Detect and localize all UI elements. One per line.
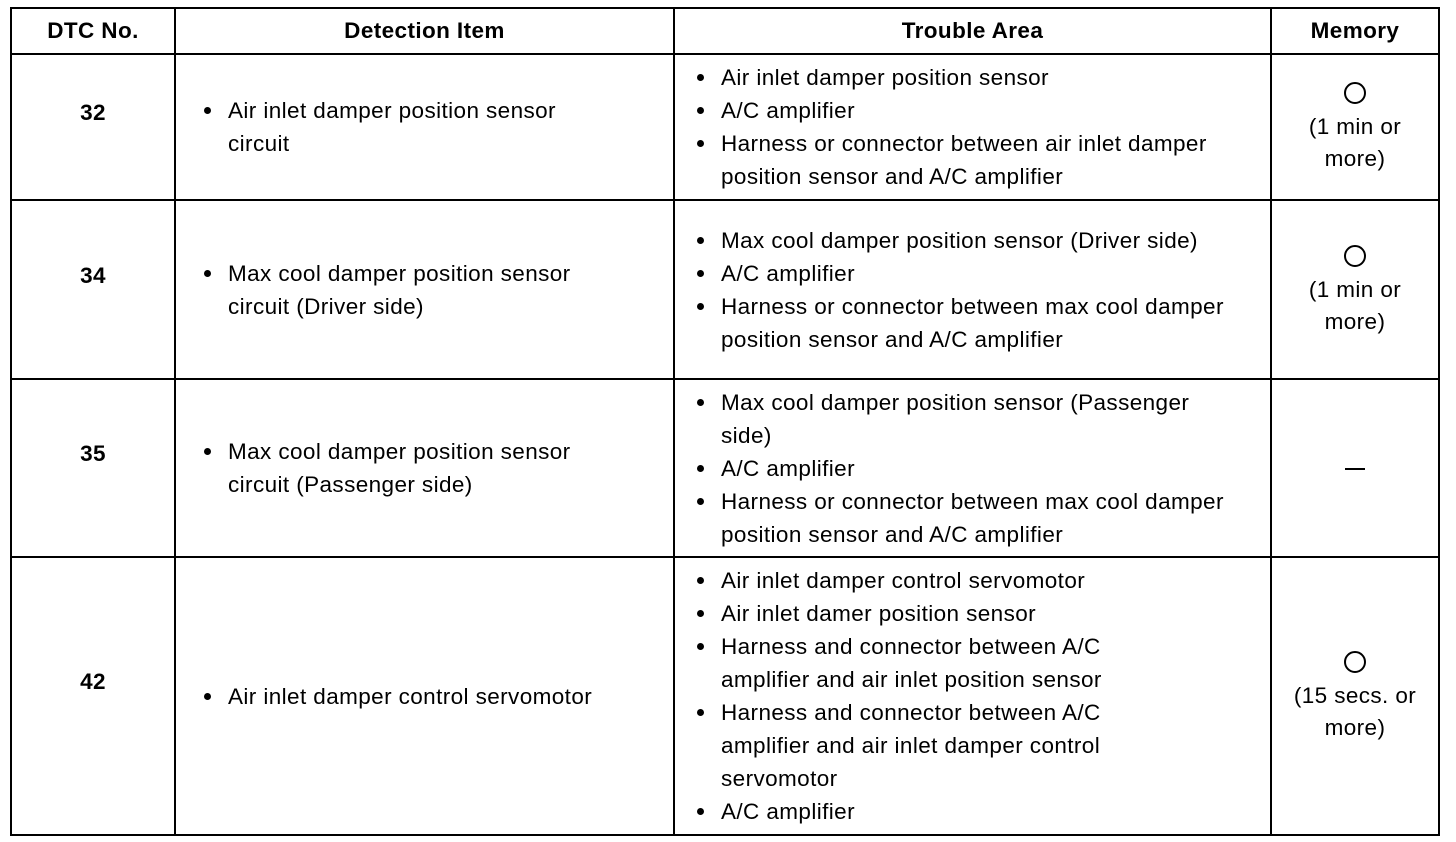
table-row: [11, 379, 1439, 557]
trouble-area-item: Air inlet damper control servomotor: [691, 564, 1191, 597]
trouble-area-item: Air inlet damer position sensor: [691, 597, 1191, 630]
memory-cell: [1271, 54, 1439, 200]
memory-cell: [1271, 557, 1439, 835]
table-row: [11, 54, 1439, 200]
trouble-area-item: Harness or connector between max cool damper position sensor and A/C amplifier: [691, 485, 1241, 551]
detection-item: Max cool damper position sensor circuit (Passenger side): [198, 435, 638, 501]
memory-cell: [1271, 200, 1439, 379]
detection-item-cell: [175, 54, 674, 200]
dtc-code-cell: [11, 54, 175, 200]
header-memory: Memory: [1271, 8, 1439, 54]
trouble-area-item: Harness and connector between A/C amplifier and air inlet position sensor: [691, 630, 1191, 696]
trouble-area-cell: [674, 557, 1271, 835]
memory-duration: (1 min or more): [1308, 276, 1402, 334]
detection-item-cell: [175, 379, 674, 557]
detection-item: Max cool damper position sensor circuit (Driver side): [198, 257, 638, 323]
header-row: [11, 8, 1439, 54]
trouble-area-cell: [674, 54, 1271, 200]
memory-duration: (1 min or more): [1308, 114, 1402, 171]
dtc-table: [10, 7, 1440, 836]
trouble-area-cell: [674, 200, 1271, 379]
dtc-code: 34: [80, 262, 106, 288]
header-dtc-no: DTC No.: [11, 8, 175, 54]
table-row: [11, 200, 1439, 379]
detection-item-cell: [175, 557, 674, 835]
detection-item: Air inlet damper control servomotor: [198, 680, 668, 713]
detection-item-cell: [175, 200, 674, 379]
trouble-area-item: A/C amplifier: [691, 795, 1191, 828]
header-trouble-area: Trouble Area: [674, 8, 1271, 54]
dtc-code: 35: [80, 441, 106, 466]
trouble-area-item: Max cool damper position sensor (Passenger side): [691, 386, 1241, 452]
dtc-code-cell: [11, 379, 175, 557]
trouble-area-item: Harness or connector between air inlet damper position sensor and A/C amplifier: [691, 127, 1241, 193]
circle-mark-icon: [1344, 245, 1366, 267]
dtc-code-cell: [11, 557, 175, 835]
trouble-area-item: Max cool damper position sensor (Driver side): [691, 224, 1241, 257]
header-detection-item: Detection Item: [175, 8, 674, 54]
dash-mark-icon: [1345, 468, 1365, 470]
memory-duration: (15 secs. or more): [1293, 683, 1417, 740]
circle-mark-icon: [1344, 651, 1366, 673]
table-row: [11, 557, 1439, 835]
trouble-area-item: Harness and connector between A/C amplifier and air inlet damper control servomotor: [691, 696, 1191, 795]
circle-mark-icon: [1344, 82, 1366, 104]
trouble-area-item: Air inlet damper position sensor: [691, 61, 1241, 94]
dtc-code: 32: [80, 100, 106, 125]
trouble-area-item: A/C amplifier: [691, 452, 1241, 485]
trouble-area-item: A/C amplifier: [691, 257, 1241, 290]
dtc-code: 42: [80, 669, 106, 694]
trouble-area-cell: [674, 379, 1271, 557]
detection-item: Air inlet damper position sensor circuit: [198, 94, 608, 160]
trouble-area-item: A/C amplifier: [691, 94, 1241, 127]
trouble-area-item: Harness or connector between max cool damper position sensor and A/C amplifier: [691, 290, 1241, 356]
dtc-code-cell: [11, 200, 175, 379]
memory-cell: [1271, 379, 1439, 557]
